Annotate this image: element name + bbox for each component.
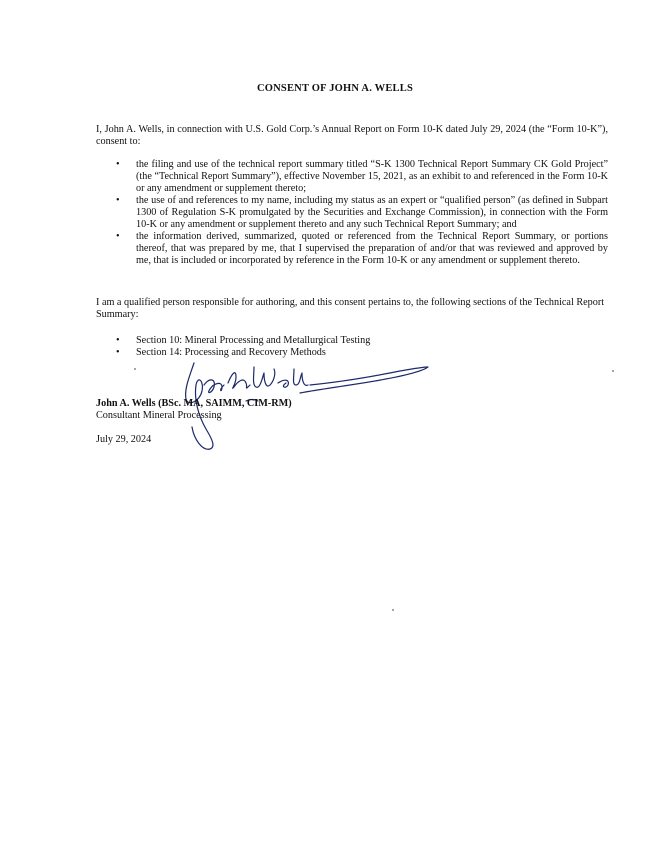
section-item-text: Section 14: Processing and Recovery Methods (136, 347, 326, 358)
intro-paragraph: I, John A. Wells, in connection with U.S. Gold Corp.’s Annual Report on Form 10-K dated July 29, 2024 (the “Form 10-K”), consent to: (96, 124, 608, 147)
list-item (96, 231, 608, 267)
bullet-icon: • (116, 195, 120, 206)
bullet-icon: • (116, 159, 120, 170)
consent-list (96, 159, 608, 267)
bullet-icon: • (116, 231, 120, 242)
signatory-role: Consultant Mineral Processing (96, 410, 222, 421)
list-item (96, 195, 608, 231)
signature-date: July 29, 2024 (96, 434, 152, 445)
list-item (96, 335, 608, 347)
scan-speck (612, 370, 614, 372)
consent-item-text: the use of and references to my name, including my status as an expert or “qualified person” (as defined in Subpart 1300 of Regulation S-K promulgated by the Securities and Exchange Commission), in connection with the Form 10-K or any amendment or supplement thereto and any such Technical Report Summary; and (136, 195, 608, 230)
document-title: CONSENT OF JOHN A. WELLS (256, 83, 414, 94)
consent-item-text: the information derived, summarized, quoted or referenced from the Technical Report Summary, or portions thereof, that was prepared by me, that I supervised the preparation of and/or that was reviewed and approved by me, that is included or incorporated by reference in the Form 10-K or any amendment or supplement thereto. (136, 231, 608, 266)
signatory-name: John A. Wells (BSc. MA, SAIMM, CIM-RM) (96, 398, 292, 409)
list-item (96, 159, 608, 195)
scan-speck (392, 609, 394, 611)
consent-item-text: the filing and use of the technical report summary titled “S-K 1300 Technical Report Summary CK Gold Project” (the “Technical Report Summary”), effective November 15, 2021, as an exhibit to and referenced in the Form 10-K or any amendment or supplement thereto; (136, 159, 608, 194)
responsibility-paragraph: I am a qualified person responsible for authoring, and this consent pertains to, the following sections of the Technical Report Summary: (96, 297, 605, 320)
scan-speck (134, 368, 136, 370)
bullet-icon: • (116, 335, 120, 346)
section-item-text: Section 10: Mineral Processing and Metallurgical Testing (136, 335, 371, 346)
bullet-icon: • (116, 347, 120, 358)
